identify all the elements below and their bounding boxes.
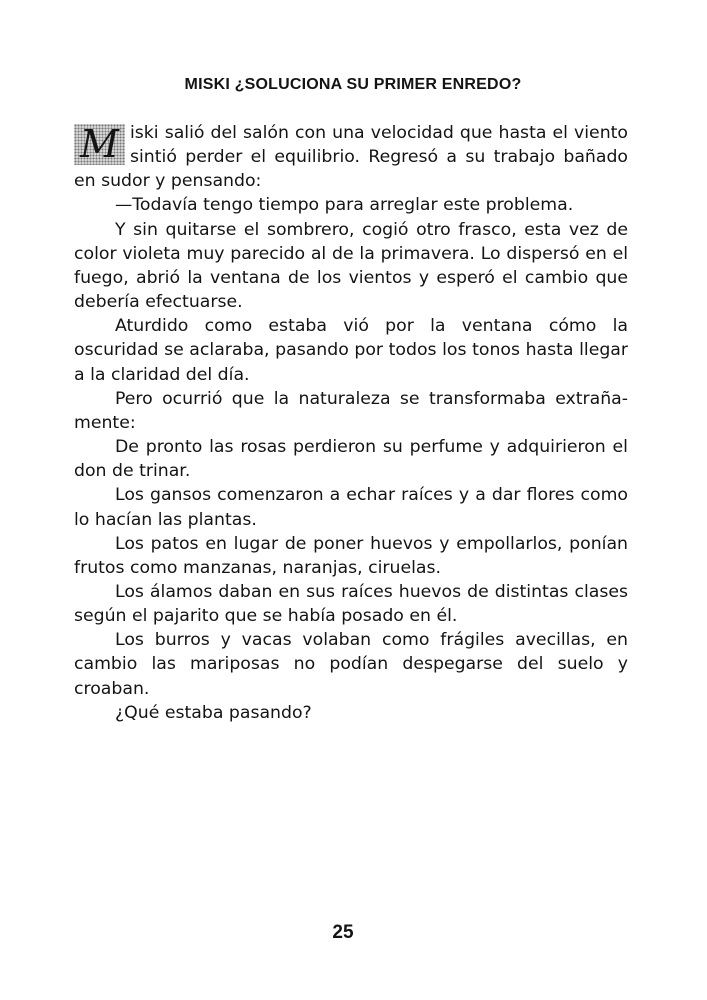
drop-cap-ornament: M bbox=[74, 124, 125, 165]
paragraph-9: Los álamos daban en sus raíces huevos de distintas clases según el pajarito que se había posado en él. bbox=[74, 581, 628, 627]
chapter-body bbox=[74, 121, 628, 725]
paragraph-1-text: iski salió del salón con una velocidad que hasta el viento sintió perder el equilibrio. Regresó a su trabajo bañado en sudor y pensando: bbox=[74, 123, 628, 192]
page-number: 25 bbox=[332, 922, 354, 943]
chapter-title: MISKI ¿SOLUCIONA SU PRIMER ENREDO? bbox=[184, 76, 522, 93]
paragraph-3: Y sin quitarse el sombrero, cogió otro frasco, esta vez de color violeta muy parecido al de la primavera. Lo dispersó en el fuego, abrió la ventana de los vientos y esperó el cambio que debería efectuarse. bbox=[74, 219, 628, 313]
paragraph-1 bbox=[74, 121, 628, 193]
paragraph-10: Los burros y vacas volaban como frágiles avecillas, en cambio las mariposas no podían despegarse del suelo y croaban. bbox=[74, 630, 628, 699]
paragraph-8: Los patos en lugar de poner huevos y empollarlos, ponían frutos como manzanas, naranjas, ciruelas. bbox=[74, 533, 628, 578]
paragraph-6: De pronto las rosas perdieron su perfume y adquirieron el don de trinar. bbox=[74, 437, 628, 482]
paragraph-5: Pero ocurrió que la naturaleza se transformaba extraña-mente: bbox=[74, 388, 628, 433]
paragraph-2: —Todavía tengo tiempo para arreglar este problema. bbox=[115, 195, 574, 216]
paragraph-11: ¿Qué estaba pasando? bbox=[115, 702, 312, 723]
paragraph-4: Aturdido como estaba vió por la ventana cómo la oscuridad se aclaraba, pasando por todos los tonos hasta llegar a la claridad del día. bbox=[74, 316, 628, 385]
paragraph-7: Los gansos comenzaron a echar raíces y a dar flores como lo hacían las plantas. bbox=[74, 485, 628, 530]
